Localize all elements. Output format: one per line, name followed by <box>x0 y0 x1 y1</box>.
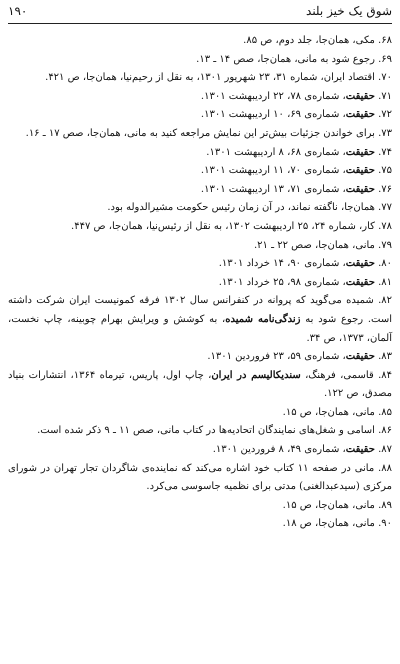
endnote-text: ۸۳. <box>374 351 392 363</box>
endnote <box>8 218 392 237</box>
endnote-text: ۷۳. برای خواندن جزئیات بیش‌تر این نمایش مراجعه کنید به مانی، همان‌جا، صص ۱۷ ـ ۱۶. <box>25 127 392 139</box>
source-title: زندگی‌نامه شمیده <box>225 313 301 325</box>
endnote <box>8 404 392 423</box>
endnote <box>8 181 392 200</box>
endnote-text-rest: ، شماره‌ی ۷۰، ۱۱ اردیبهشت ۱۳۰۱. <box>200 165 346 177</box>
endnote <box>8 255 392 274</box>
endnote-text: ۸۹. مانی، همان‌جا، ص ۱۵. <box>282 499 392 511</box>
endnote <box>8 441 392 460</box>
endnote <box>8 367 392 404</box>
header-rule <box>8 23 392 24</box>
endnote-text: ۸۰. <box>374 258 392 270</box>
endnote-text-rest: ، شماره‌ی ۴۹، ۸ فروردین ۱۳۰۱. <box>212 444 346 456</box>
endnote <box>8 292 392 348</box>
endnote-text-rest: ، به کوشش و ویرایش بهرام چوبینه، چاپ نخست، آلمان، ۱۳۷۳، ص ۳۴. <box>8 313 392 344</box>
endnote-text: ۷۶. <box>374 183 392 195</box>
endnote-text-rest: ، شماره‌ی ۷۸، ۲۲ اردیبهشت ۱۳۰۱. <box>200 90 346 102</box>
endnote-text-rest: ، شماره‌ی ۷۱، ۱۳ اردیبهشت ۱۳۰۱. <box>200 183 346 195</box>
source-title: حقیقت <box>345 183 375 195</box>
page-number: ۱۹۰ <box>8 4 28 18</box>
endnote-text: ۷۵. <box>374 165 392 177</box>
endnote <box>8 199 392 218</box>
endnote <box>8 32 392 51</box>
endnote-text: ۷۷. همان‌جا، ناگفته نماند، در آن زمان رئیس حکومت مشیرالدوله بود. <box>107 202 392 214</box>
endnote-text: ۸۵. مانی، همان‌جا، ص ۱۵. <box>282 406 392 418</box>
endnote <box>8 460 392 497</box>
running-title: شوق یک خیز بلند <box>306 4 392 18</box>
endnote <box>8 348 392 367</box>
source-title: سندیکالیسم در ایران <box>211 369 301 381</box>
endnote <box>8 274 392 293</box>
source-title: حقیقت <box>345 351 375 363</box>
endnote-text: ۶۹. رجوع شود به مانی، همان‌جا، صص ۱۴ ـ ۱۳. <box>196 53 392 65</box>
endnote-text: ۸۲. شمیده می‌گوید که پروانه در کنفرانس سال ۱۳۰۲ فرقه کمونیست ایران شرکت داشته است. رجوع شود به <box>8 295 393 325</box>
endnote <box>8 497 392 516</box>
source-title: حقیقت <box>345 276 375 288</box>
endnote-text: ۶۸. مکی، همان‌جا، جلد دوم، ص ۸۵. <box>243 35 392 46</box>
endnote <box>8 144 392 163</box>
endnote-text: ۷۰. اقتصاد ایران، شماره ۳۱، ۲۳ شهریور ۱۳۰۱، به نقل از رحیم‌نیا، همان‌جا، ص ۴۲۱. <box>45 72 392 84</box>
endnotes-list <box>8 32 392 534</box>
endnote-text: ۸۸. مانی در صفحه ۱۱ کتاب خود اشاره می‌کند که نماینده‌ی شاگردان تجار تهران در شورای مرکزی (سیدعبدالغنی) مدتی برای نظمیه جاسوسی می‌کرد. <box>8 462 392 493</box>
endnote <box>8 88 392 107</box>
running-header <box>8 4 392 22</box>
endnote-text-rest: ، شماره‌ی ۶۸، ۸ اردیبهشت ۱۳۰۱. <box>206 146 346 158</box>
source-title: حقیقت <box>345 258 375 270</box>
endnote <box>8 237 392 256</box>
source-title: حقیقت <box>345 146 375 158</box>
endnote-text: ۷۴. <box>374 146 392 158</box>
endnote <box>8 515 392 534</box>
endnote <box>8 51 392 70</box>
endnote-text: ۷۱. <box>374 90 392 102</box>
source-title: حقیقت <box>345 109 375 121</box>
endnote <box>8 106 392 125</box>
endnote-text: ۷۹. مانی، همان‌جا، صص ۲۲ ـ ۲۱. <box>253 239 392 251</box>
endnote-text: ۸۶. اسامی و شغل‌های نمایندگان اتحادیه‌ها در کتاب مانی، صص ۱۱ ـ ۹ ذکر شده است. <box>37 425 392 437</box>
endnote-text-rest: ، شماره‌ی ۵۹، ۲۳ فروردین ۱۳۰۱. <box>207 351 346 363</box>
source-title: حقیقت <box>345 165 375 177</box>
endnote-text-rest: ، چاپ اول، پاریس، تیرماه ۱۳۶۴، انتشارات بنیاد مصدق، ص ۱۲۲. <box>8 369 392 400</box>
endnote <box>8 422 392 441</box>
endnote-text: ۷۸. کار، شماره ۲۴، ۲۵ اردیبهشت ۱۳۰۲، به نقل از رئیس‌نیا، همان‌جا، ص ۴۴۷. <box>71 220 392 232</box>
endnote-text: ۹۰. مانی، همان‌جا، ص ۱۸. <box>282 518 392 530</box>
endnote-text-rest: ، شماره‌ی ۹۰، ۱۴ خرداد ۱۳۰۱. <box>218 258 346 270</box>
endnote-text-rest: ، شماره‌ی ۹۸، ۲۵ خرداد ۱۳۰۱. <box>218 276 346 288</box>
endnote <box>8 125 392 144</box>
endnote-text: ۷۲. <box>374 109 392 121</box>
endnote-text: ۸۴. قاسمی، فرهنگ، <box>300 369 392 381</box>
source-title: حقیقت <box>345 444 375 456</box>
endnote <box>8 162 392 181</box>
endnote-text-rest: ، شماره‌ی ۶۹، ۱۰ اردیبهشت ۱۳۰۱. <box>200 109 346 121</box>
endnote-text: ۸۱. <box>374 276 392 288</box>
source-title: حقیقت <box>345 90 375 102</box>
endnote-text: ۸۷. <box>374 444 392 456</box>
endnote <box>8 69 392 88</box>
